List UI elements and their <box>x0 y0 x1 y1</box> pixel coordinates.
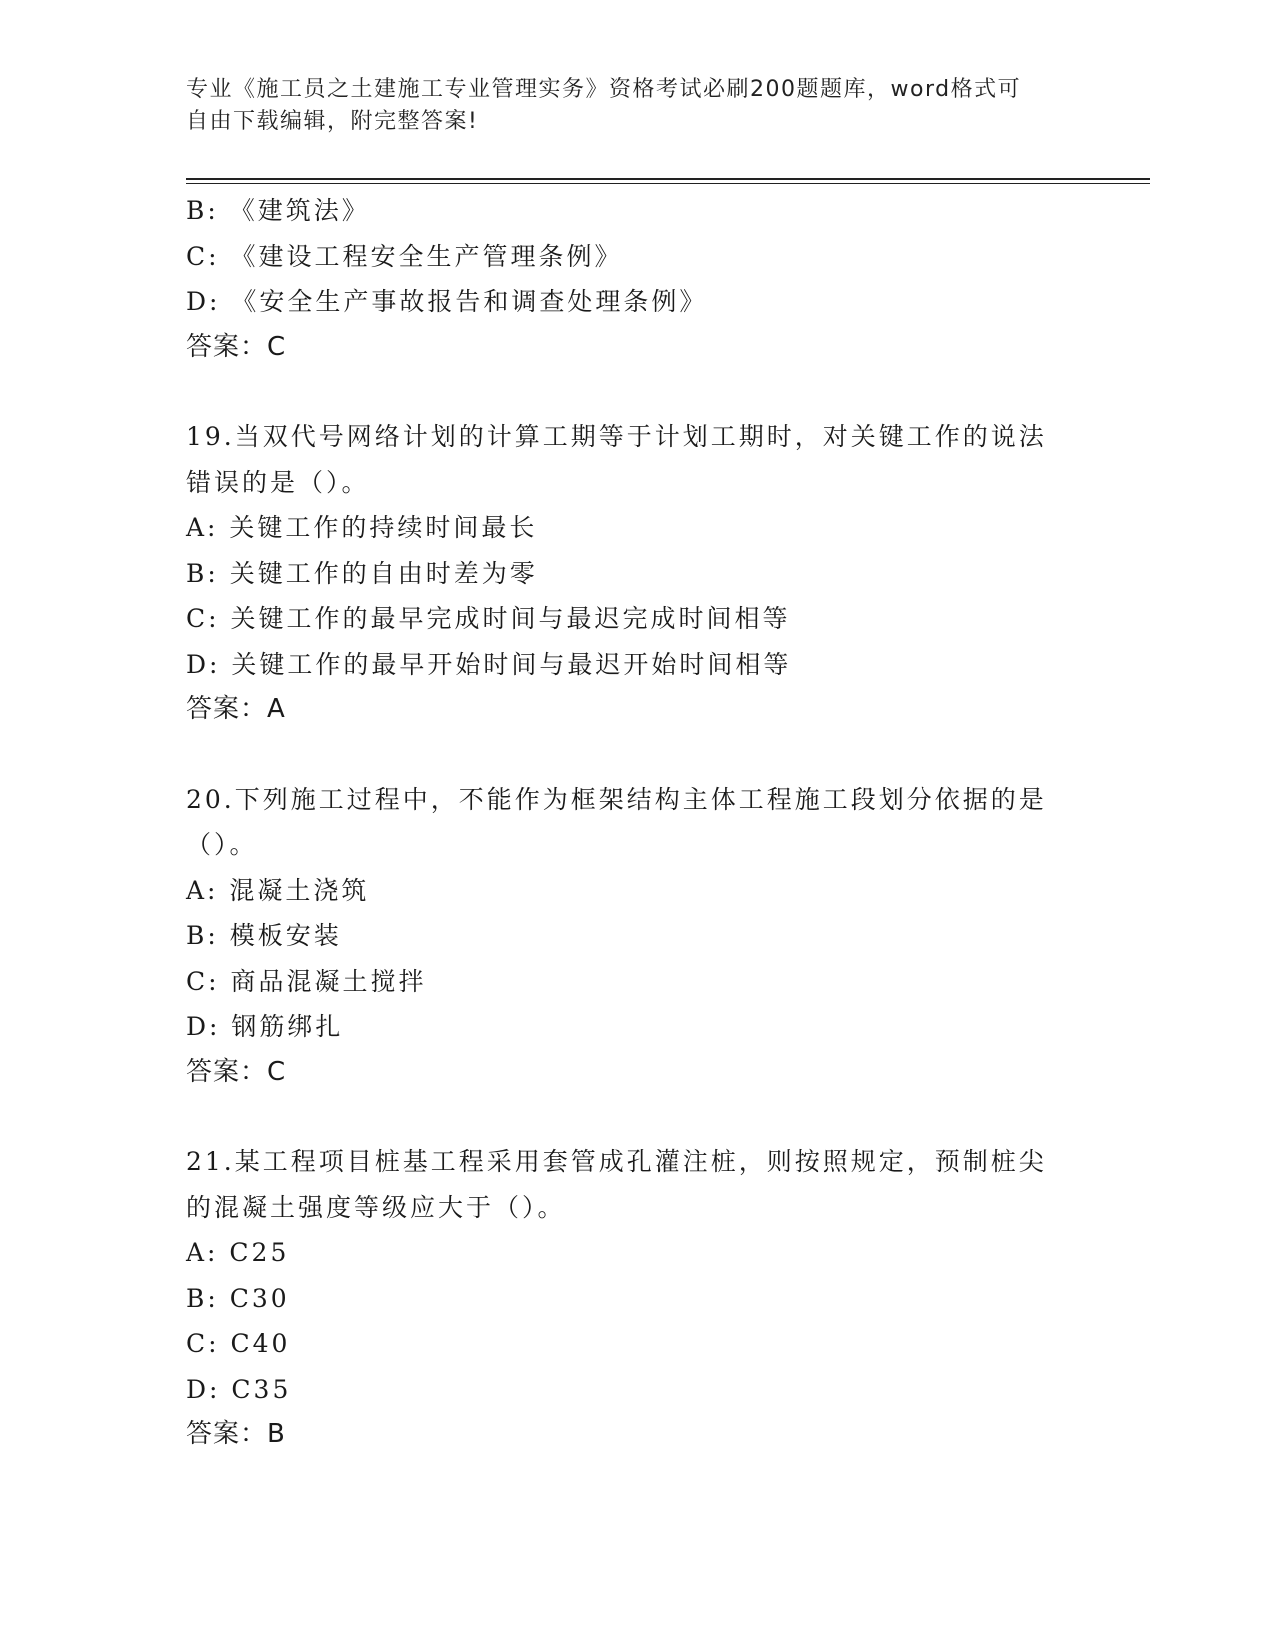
question-block-19 <box>186 414 1086 733</box>
question-stem-line-2: 的混凝土强度等级应大于（）。 <box>186 1192 566 1222</box>
option-b: B: 模板安装 <box>186 921 342 950</box>
spacer <box>186 733 1086 777</box>
option-c: C: C40 <box>186 1329 291 1358</box>
question-stem-line-2: （）。 <box>186 830 258 859</box>
answer-line: 答案：C <box>186 331 287 362</box>
option-d: D: 钢筋绑扎 <box>186 1012 344 1041</box>
question-block-21 <box>186 1139 1086 1458</box>
question-block-prev <box>186 188 1086 370</box>
spacer <box>186 370 1086 414</box>
option-b: B: 关键工作的自由时差为零 <box>186 558 538 588</box>
answer-line: 答案：B <box>186 1419 286 1449</box>
spacer <box>186 1095 1086 1139</box>
option-a: A: 混凝土浇筑 <box>186 875 370 905</box>
option-d: D: 《安全生产事故报告和调查处理条例》 <box>186 287 708 316</box>
option-a: A: C25 <box>186 1238 290 1267</box>
answer-line: 答案：C <box>186 1056 287 1087</box>
header-divider-thick <box>186 178 1150 180</box>
option-c: C: 关键工作的最早完成时间与最迟完成时间相等 <box>186 604 791 633</box>
header-divider-thin <box>186 183 1150 184</box>
option-a: A: 关键工作的持续时间最长 <box>186 513 538 542</box>
option-b: B: C30 <box>186 1283 290 1313</box>
document-header <box>186 74 1066 138</box>
option-c: C: 商品混凝土搅拌 <box>186 966 427 996</box>
option-d: D: C35 <box>186 1374 292 1404</box>
option-d: D: 关键工作的最早开始时间与最迟开始时间相等 <box>186 649 792 679</box>
option-c: C: 《建设工程安全生产管理条例》 <box>186 241 623 271</box>
option-b: B: 《建筑法》 <box>186 196 370 225</box>
question-stem-line-1: 19.当双代号网络计划的计算工期等于计划工期时，对关键工作的说法 <box>186 422 1047 451</box>
question-block-20 <box>186 777 1086 1096</box>
question-content <box>186 188 1086 1458</box>
question-stem-line-2: 错误的是（）。 <box>186 467 370 497</box>
question-stem-line-1: 21.某工程项目桩基工程采用套管成孔灌注桩，则按照规定，预制桩尖 <box>186 1147 1047 1176</box>
header-line-1: 专业《施工员之土建施工专业管理实务》资格考试必刷200题题库，word格式可 <box>186 77 1022 102</box>
header-line-2: 自由下载编辑，附完整答案! <box>186 109 479 134</box>
answer-line: 答案：A <box>186 694 286 724</box>
question-stem-line-1: 20.下列施工过程中，不能作为框架结构主体工程施工段划分依据的是 <box>186 784 1047 814</box>
